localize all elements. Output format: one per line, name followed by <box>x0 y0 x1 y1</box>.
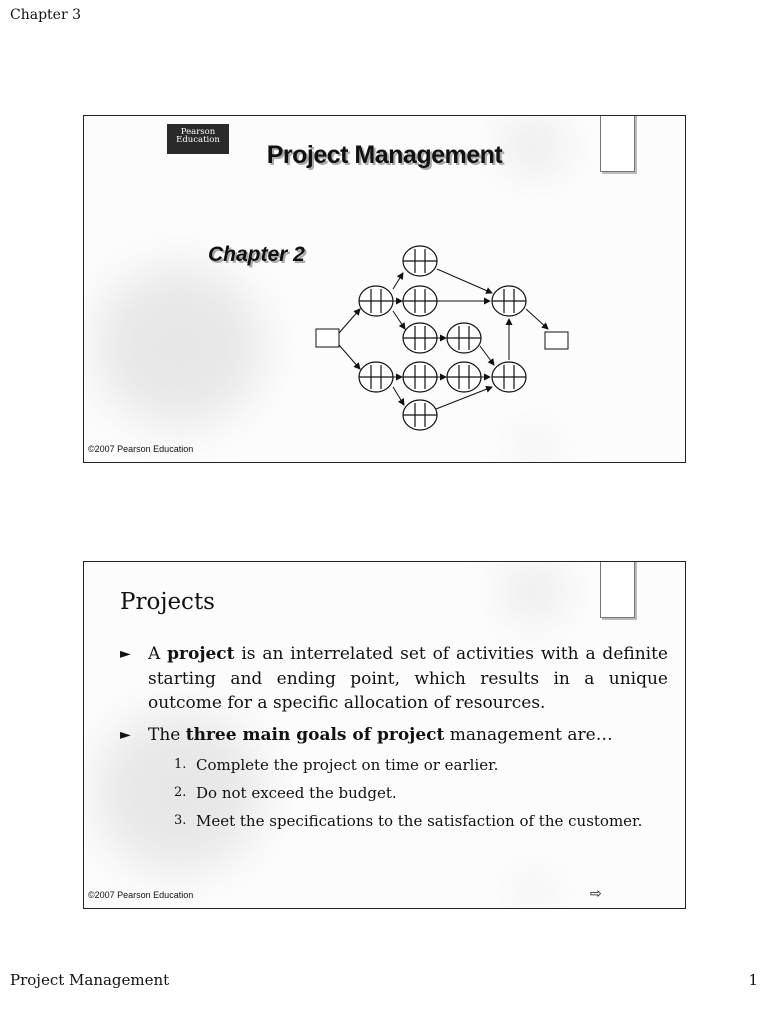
bullet-text-post: management are… <box>444 724 613 745</box>
network-node <box>359 286 393 316</box>
network-node <box>403 323 437 353</box>
bullet-text-pre: A <box>148 644 168 664</box>
bullet-project-definition <box>120 642 668 716</box>
bullet-text-bold: project <box>167 644 235 664</box>
copyright-notice: ©2007 Pearson Education <box>88 890 194 900</box>
page-number: 1 <box>748 971 758 989</box>
goal-number: 1. <box>174 757 187 772</box>
network-node <box>403 246 437 276</box>
network-node <box>403 286 437 316</box>
bullet-list <box>120 642 668 842</box>
goal-text: Complete the project on time or earlier. <box>196 756 499 774</box>
slide-title: Projects <box>120 589 215 615</box>
bullet-arrow-icon: ► <box>120 726 131 743</box>
network-node <box>403 400 437 430</box>
goals-list <box>148 751 668 835</box>
network-node <box>359 362 393 392</box>
network-node <box>447 362 481 392</box>
logo-text-line1: Pearson <box>180 127 216 137</box>
goal-number: 2. <box>174 785 187 800</box>
copyright-notice: ©2007 Pearson Education <box>88 444 194 454</box>
goal-item <box>148 779 668 807</box>
footer-title: Project Management <box>10 971 170 989</box>
network-diagram <box>309 241 569 436</box>
goal-text: Do not exceed the budget. <box>196 784 397 802</box>
network-node <box>492 362 526 392</box>
bullet-arrow-icon: ► <box>120 646 131 662</box>
network-node <box>492 286 526 316</box>
slide-projects <box>83 561 686 909</box>
network-node <box>403 362 437 392</box>
bullet-text-bold: three main goals of project <box>185 724 445 745</box>
goal-item <box>148 807 668 835</box>
bullet-project-goals <box>120 723 668 836</box>
page-header: Chapter 3 <box>10 7 81 23</box>
bullet-text-pre: The <box>148 724 186 745</box>
next-arrow-icon[interactable]: ⇨ <box>590 886 602 902</box>
slide-title-page <box>83 115 686 463</box>
goal-number: 3. <box>174 813 187 828</box>
page-curl-tab <box>600 561 635 618</box>
chapter-label: Chapter 2 <box>208 243 305 266</box>
network-node <box>447 323 481 353</box>
slide-title: Project Management <box>266 141 503 169</box>
background-shading <box>519 877 549 907</box>
goal-item <box>148 751 668 779</box>
background-shading <box>504 567 564 617</box>
bullet-text-post: is an interrelated set of activities with a definite starting and ending point, which results in a unique outcome for a specific allocation of resources. <box>148 644 668 713</box>
background-shading <box>94 266 264 426</box>
goal-text: Meet the specifications to the satisfaction of the customer. <box>196 812 643 830</box>
logo-text-line2: Education <box>176 135 220 145</box>
